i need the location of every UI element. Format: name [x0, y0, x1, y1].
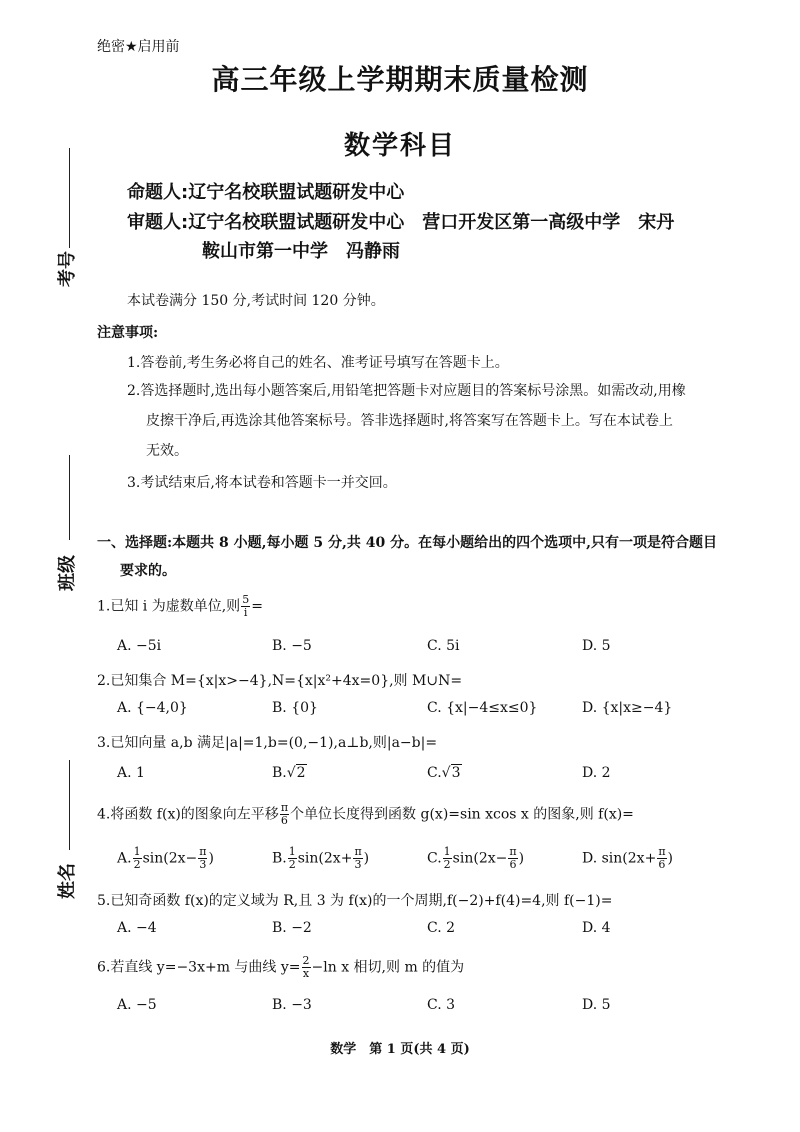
- q4-d-close: ): [667, 850, 674, 867]
- q5-option-b[interactable]: B. −2: [272, 920, 312, 936]
- q1-frac-den: i: [243, 606, 248, 619]
- exam-subject: 数学科目: [343, 131, 456, 161]
- q4-option-c[interactable]: [427, 846, 582, 871]
- q4-a-half-den: 2: [133, 858, 141, 871]
- q4-d-angle-num: π: [658, 845, 666, 858]
- q1-stem-end: =: [251, 598, 263, 615]
- q4-a-close: ): [208, 850, 214, 867]
- question-5-options: [117, 920, 737, 936]
- q4-a-label: A.: [117, 850, 132, 867]
- q4-option-a[interactable]: [117, 846, 272, 871]
- q1-stem-text: 1.已知 i 为虚数单位,则: [97, 598, 241, 615]
- q2-option-d[interactable]: D. {x|x≥−4}: [582, 700, 673, 716]
- q1-option-d[interactable]: D. 5: [582, 638, 611, 654]
- q3-option-d[interactable]: D. 2: [582, 765, 611, 781]
- q4-a-angle-num: π: [199, 845, 207, 858]
- question-6-options: [117, 997, 737, 1013]
- q4-b-half-den: 2: [288, 858, 296, 871]
- q4-c-angle-num: π: [509, 845, 517, 858]
- q4-a-angle-den: 3: [199, 858, 207, 871]
- sqrt-icon: √: [441, 765, 451, 781]
- q4-stem-text: 4.将函数 f(x)的图象向左平移: [97, 806, 279, 823]
- q6-frac-den: x: [302, 967, 310, 980]
- q3-option-b[interactable]: [272, 765, 427, 781]
- q5-option-d[interactable]: D. 4: [582, 920, 611, 936]
- author-line-1: 命题人:辽宁名校联盟试题研发中心: [127, 182, 405, 203]
- q4-b-angle: [353, 846, 362, 871]
- question-2-stem: 2.已知集合 M={x|x>−4},N={x|x²+4x=0},则 M∪N=: [97, 673, 463, 689]
- q4-b-body: sin(2x+: [297, 850, 353, 867]
- q4-a-half: [133, 846, 142, 871]
- question-1-options: [117, 638, 737, 654]
- q3-c-radicand: 3: [451, 765, 461, 781]
- q4-b-angle-den: 3: [354, 858, 362, 871]
- q6-frac-num: 2: [302, 954, 310, 967]
- section-header-line1: 一、选择题:本题共 8 小题,每小题 5 分,共 40 分。在每小题给出的四个选项中,只有一项是符合题目: [97, 535, 717, 551]
- notice-item-2a: 2.答选择题时,选出每小题答案后,用铅笔把答题卡对应题目的答案标号涂黑。如需改动,用橡: [127, 383, 686, 399]
- q4-shift-num: π: [280, 801, 289, 814]
- sqrt-icon: √: [286, 765, 296, 781]
- section-header-line2: 要求的。: [120, 563, 176, 579]
- notice-item-2c: 无效。: [146, 443, 188, 459]
- q4-a-angle: [198, 846, 207, 871]
- q3-c-label: C.: [427, 765, 442, 781]
- question-3-options: [117, 765, 737, 781]
- q4-c-half-num: 1: [443, 845, 451, 858]
- q4-c-angle-den: 6: [509, 858, 517, 871]
- q4-shift-den: 6: [280, 814, 288, 827]
- confidential-mark: 绝密★启用前: [97, 39, 180, 55]
- q1-option-b[interactable]: B. −5: [272, 638, 312, 654]
- name-label: 姓名: [57, 863, 78, 899]
- q4-d-angle: [657, 846, 666, 871]
- q4-option-b[interactable]: [272, 846, 427, 871]
- exam-no-line: [69, 148, 70, 248]
- q1-option-a[interactable]: A. −5i: [117, 638, 162, 654]
- exam-title: 高三年级上学期期末质量检测: [211, 63, 589, 96]
- question-2-options: [117, 700, 737, 716]
- q4-b-angle-num: π: [354, 845, 362, 858]
- question-4-stem: [97, 802, 634, 827]
- q4-a-half-num: 1: [133, 845, 141, 858]
- q6-fraction: [302, 955, 311, 980]
- q3-b-label: B.: [272, 765, 287, 781]
- author-line-2: 审题人:辽宁名校联盟试题研发中心 营口开发区第一高级中学 宋丹: [127, 212, 675, 233]
- q1-fraction: [241, 594, 250, 619]
- q6-stem-end: −ln x 相切,则 m 的值为: [311, 959, 465, 976]
- notice-title: 注意事项:: [97, 325, 159, 341]
- q6-option-d[interactable]: D. 5: [582, 997, 611, 1013]
- q5-option-c[interactable]: C. 2: [427, 920, 456, 936]
- q4-b-half-num: 1: [288, 845, 296, 858]
- q4-c-close: ): [518, 850, 525, 867]
- q4-c-half: [443, 846, 452, 871]
- notice-item-3: 3.考试结束后,将本试卷和答题卡一并交回。: [127, 475, 397, 491]
- q4-c-body: sin(2x−: [452, 850, 508, 867]
- class-line: [69, 455, 70, 540]
- q4-d-body: D. sin(2x+: [582, 850, 657, 867]
- q4-c-half-den: 2: [443, 858, 451, 871]
- q6-option-c[interactable]: C. 3: [427, 997, 456, 1013]
- q2-option-b[interactable]: B. {0}: [272, 700, 318, 716]
- question-6-stem: [97, 955, 464, 980]
- q4-stem-end: 个单位长度得到函数 g(x)=sin xcos x 的图象,则 f(x)=: [290, 806, 634, 823]
- question-1-stem: [97, 594, 263, 619]
- name-line: [69, 760, 70, 850]
- q4-c-angle: [508, 846, 517, 871]
- q3-option-a[interactable]: A. 1: [117, 765, 145, 781]
- question-3-stem: 3.已知向量 a,b 满足|a|=1,b=(0,−1),a⊥b,则|a−b|=: [97, 735, 438, 751]
- q4-b-close: ): [363, 850, 370, 867]
- q2-option-a[interactable]: A. {−4,0}: [117, 700, 188, 716]
- q1-frac-num: 5: [242, 593, 250, 606]
- q4-b-half: [288, 846, 297, 871]
- question-5-stem: 5.已知奇函数 f(x)的定义域为 R,且 3 为 f(x)的一个周期,f(−2)+f(4)=4,则 f(−1)=: [97, 893, 613, 909]
- q5-option-a[interactable]: A. −4: [117, 920, 157, 936]
- q2-option-c[interactable]: C. {x|−4≤x≤0}: [427, 700, 538, 716]
- question-4-options: [117, 846, 737, 871]
- exam-no-label: 考号: [57, 251, 78, 287]
- notice-item-1: 1.答卷前,考生务必将自己的姓名、准考证号填写在答题卡上。: [127, 355, 509, 371]
- q1-option-c[interactable]: C. 5i: [427, 638, 460, 654]
- author-line-3: 鞍山市第一中学 冯静雨: [202, 241, 400, 262]
- q4-shift-fraction: [280, 802, 289, 827]
- q4-b-label: B.: [272, 850, 287, 867]
- q4-c-label: C.: [427, 850, 442, 867]
- q4-a-body: sin(2x−: [142, 850, 198, 867]
- q3-option-c[interactable]: [427, 765, 582, 781]
- q3-b-radicand: 2: [296, 765, 306, 781]
- notice-item-2b: 皮擦干净后,再选涂其他答案标号。答非选择题时,将答案写在答题卡上。写在本试卷上: [146, 413, 673, 429]
- exam-info: 本试卷满分 150 分,考试时间 120 分钟。: [127, 293, 385, 309]
- page-footer: 数学 第 1 页(共 4 页): [330, 1042, 470, 1057]
- class-label: 班级: [57, 555, 78, 591]
- q4-d-angle-den: 6: [658, 858, 666, 871]
- q6-option-b[interactable]: B. −3: [272, 997, 312, 1013]
- q6-option-a[interactable]: A. −5: [117, 997, 157, 1013]
- q4-option-d[interactable]: [582, 846, 737, 871]
- q6-stem-text: 6.若直线 y=−3x+m 与曲线 y=: [97, 959, 301, 976]
